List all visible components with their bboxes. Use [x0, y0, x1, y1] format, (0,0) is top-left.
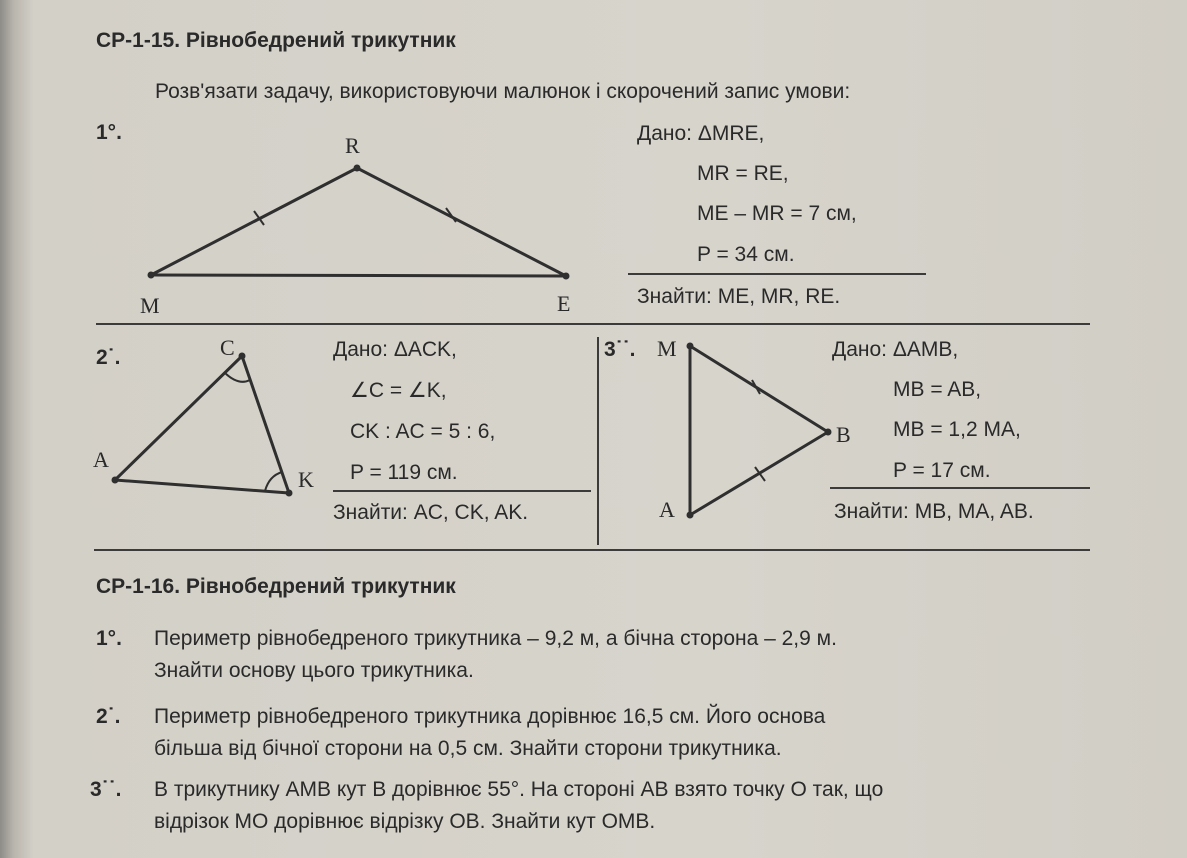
task-3-divider	[830, 487, 1090, 489]
task-1-divider	[628, 273, 926, 275]
problem-2-line-1: Периметр рівнобедреного трикутника дорівнює 16,5 см. Його основа	[154, 705, 826, 728]
task-1-given-2: ME – MR = 7 см,	[697, 202, 857, 225]
task-3-number: 3˙˙.	[604, 338, 636, 361]
task-2-divider	[333, 490, 591, 492]
triangle-mre	[151, 168, 566, 276]
problem-2-line-2: більша від бічної сторони на 0,5 см. Знайти сторони трикутника.	[154, 737, 782, 760]
section-title-cp-1-15: СР-1-15. Рівнобедрений трикутник	[96, 29, 456, 52]
vertex-label-k: K	[298, 467, 314, 492]
problem-1-line-2: Знайти основу цього трикутника.	[154, 659, 474, 682]
vertex-label-a2: A	[659, 497, 675, 522]
task-3-given-0: Дано: ΔAMB,	[832, 338, 959, 361]
vertex-label-e: E	[557, 291, 571, 316]
vertex-label-m: M	[140, 293, 160, 318]
task-2-given-0: Дано: ΔACK,	[333, 338, 457, 361]
task-2-given-1: ∠C = ∠K,	[350, 379, 447, 402]
problem-3-number: 3˙˙.	[90, 778, 122, 801]
task-2-given-3: P = 119 см.	[350, 461, 458, 484]
section-divider-bottom	[94, 549, 1090, 551]
section-title-cp-1-16: СР-1-16. Рівнобедрений трикутник	[96, 575, 456, 598]
triangle-ack	[115, 356, 289, 493]
column-divider	[597, 337, 599, 545]
task-1-given-3: P = 34 см.	[697, 243, 795, 266]
vertex-label-m2: M	[657, 336, 677, 361]
problem-2-number: 2˙.	[96, 705, 121, 728]
task-3-given-3: P = 17 см.	[893, 459, 991, 482]
task-2-number: 2˙.	[96, 346, 121, 369]
problem-1-number: 1°.	[96, 627, 122, 650]
problem-3-line-1: В трикутнику AMB кут B дорівнює 55°. На стороні AB взято точку O так, що	[154, 778, 884, 801]
vertex-label-r: R	[345, 133, 360, 158]
task-1-given-1: MR = RE,	[697, 162, 789, 185]
vertex-label-c: C	[220, 335, 235, 360]
task-1-number: 1°.	[96, 121, 122, 144]
task-3-given-1: MB = AB,	[893, 378, 982, 401]
task-1-given-0: Дано: ΔMRE,	[637, 122, 765, 145]
task-2-given-2: CK : AC = 5 : 6,	[350, 420, 496, 443]
task-3-given-2: MB = 1,2 MA,	[893, 418, 1021, 441]
task-3-find: Знайти: MB, MA, AB.	[834, 500, 1034, 523]
problem-1-line-1: Периметр рівнобедреного трикутника – 9,2 м, а бічна сторона – 2,9 м.	[154, 627, 837, 650]
vertex-label-b: B	[836, 422, 851, 447]
vertex-label-a: A	[93, 447, 109, 472]
problem-3-line-2: відрізок MO дорівнює відрізку OB. Знайти кут OMB.	[154, 810, 656, 833]
triangle-amb	[690, 346, 828, 515]
task-2-find: Знайти: AC, CK, AK.	[333, 501, 529, 524]
section-intro: Розв'язати задачу, використовуючи малюнок і скорочений запис умови:	[155, 80, 851, 103]
task-1-find: Знайти: ME, MR, RE.	[637, 285, 841, 308]
section-divider-top	[96, 323, 1090, 325]
